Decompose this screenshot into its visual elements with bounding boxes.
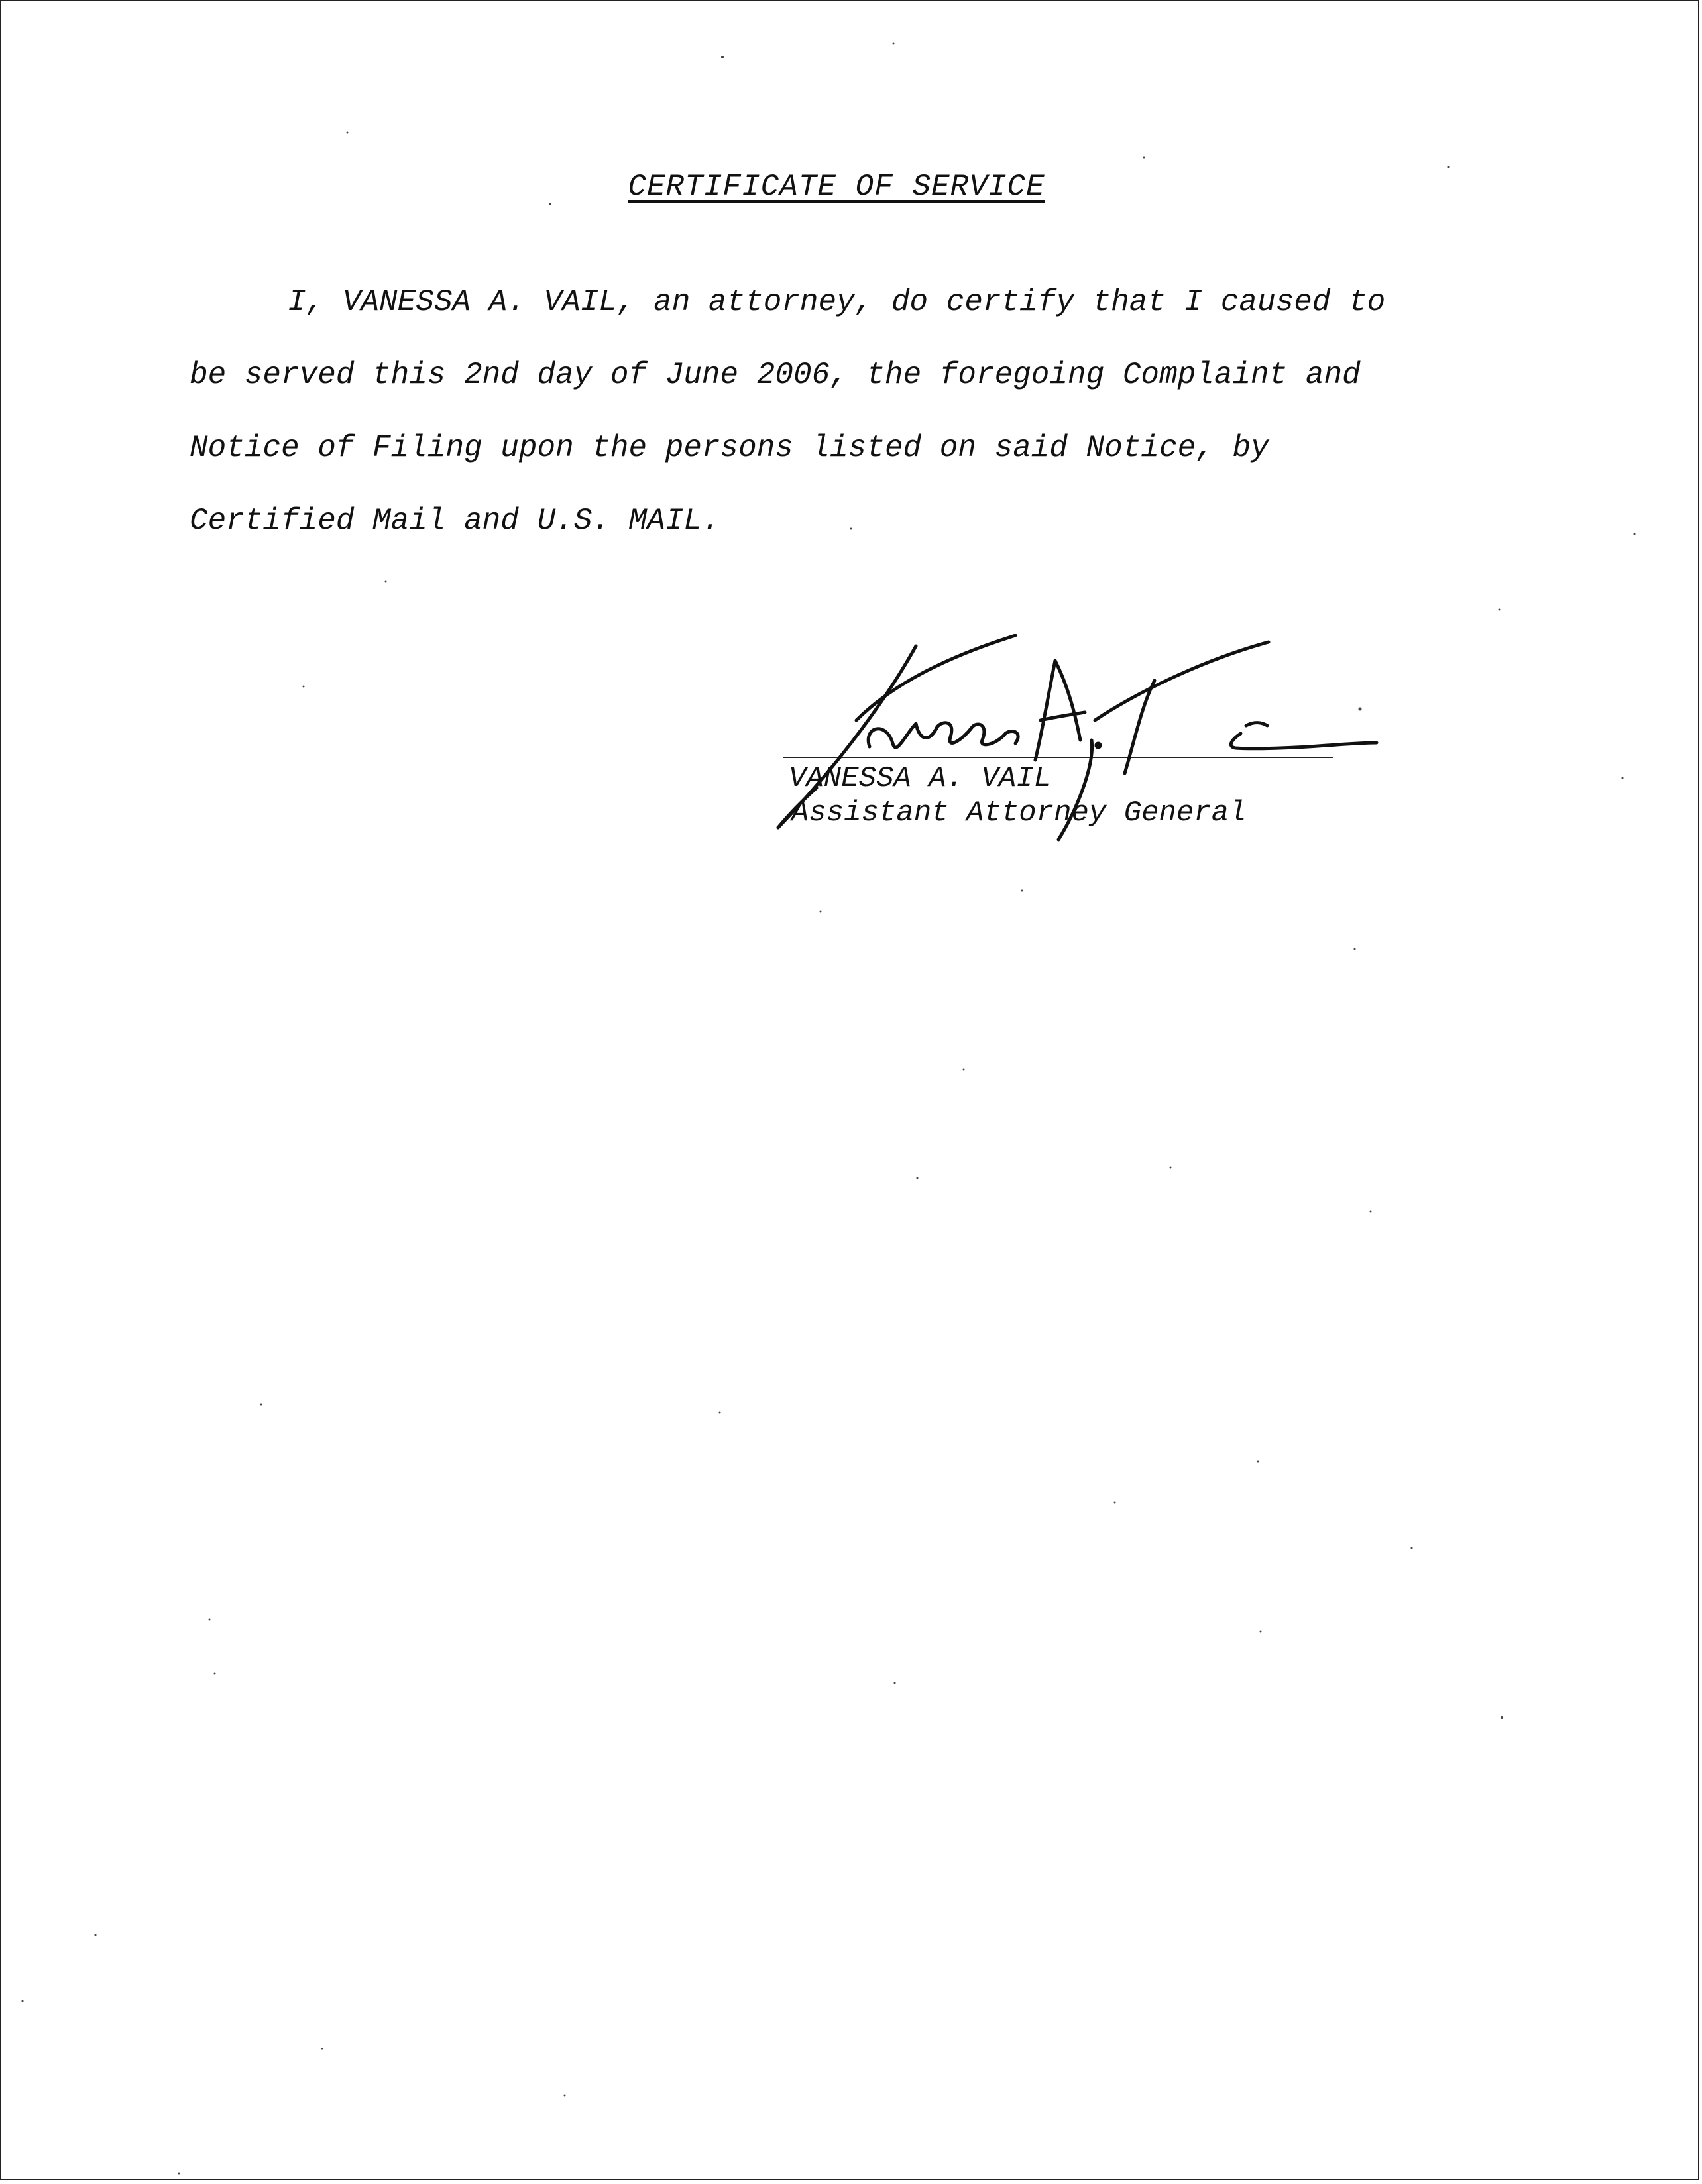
- document-title: CERTIFICATE OF SERVICE: [628, 170, 1045, 204]
- paragraph-line-1: I, VANESSA A. VAIL, an attorney, do certify that I caused to: [288, 285, 1386, 319]
- paragraph-line-2: be served this 2nd day of June 2006, the foregoing Complaint and: [190, 358, 1361, 392]
- scan-noise: [1, 1, 1701, 2181]
- signer-title: Assistant Attorney General: [791, 796, 1247, 830]
- paragraph-line-4: Certified Mail and U.S. MAIL.: [190, 504, 720, 538]
- handwritten-signature: [764, 634, 1393, 846]
- signer-name: VANESSA A. VAIL: [789, 762, 1052, 795]
- paragraph-line-3: Notice of Filing upon the persons listed on said Notice, by: [190, 431, 1269, 465]
